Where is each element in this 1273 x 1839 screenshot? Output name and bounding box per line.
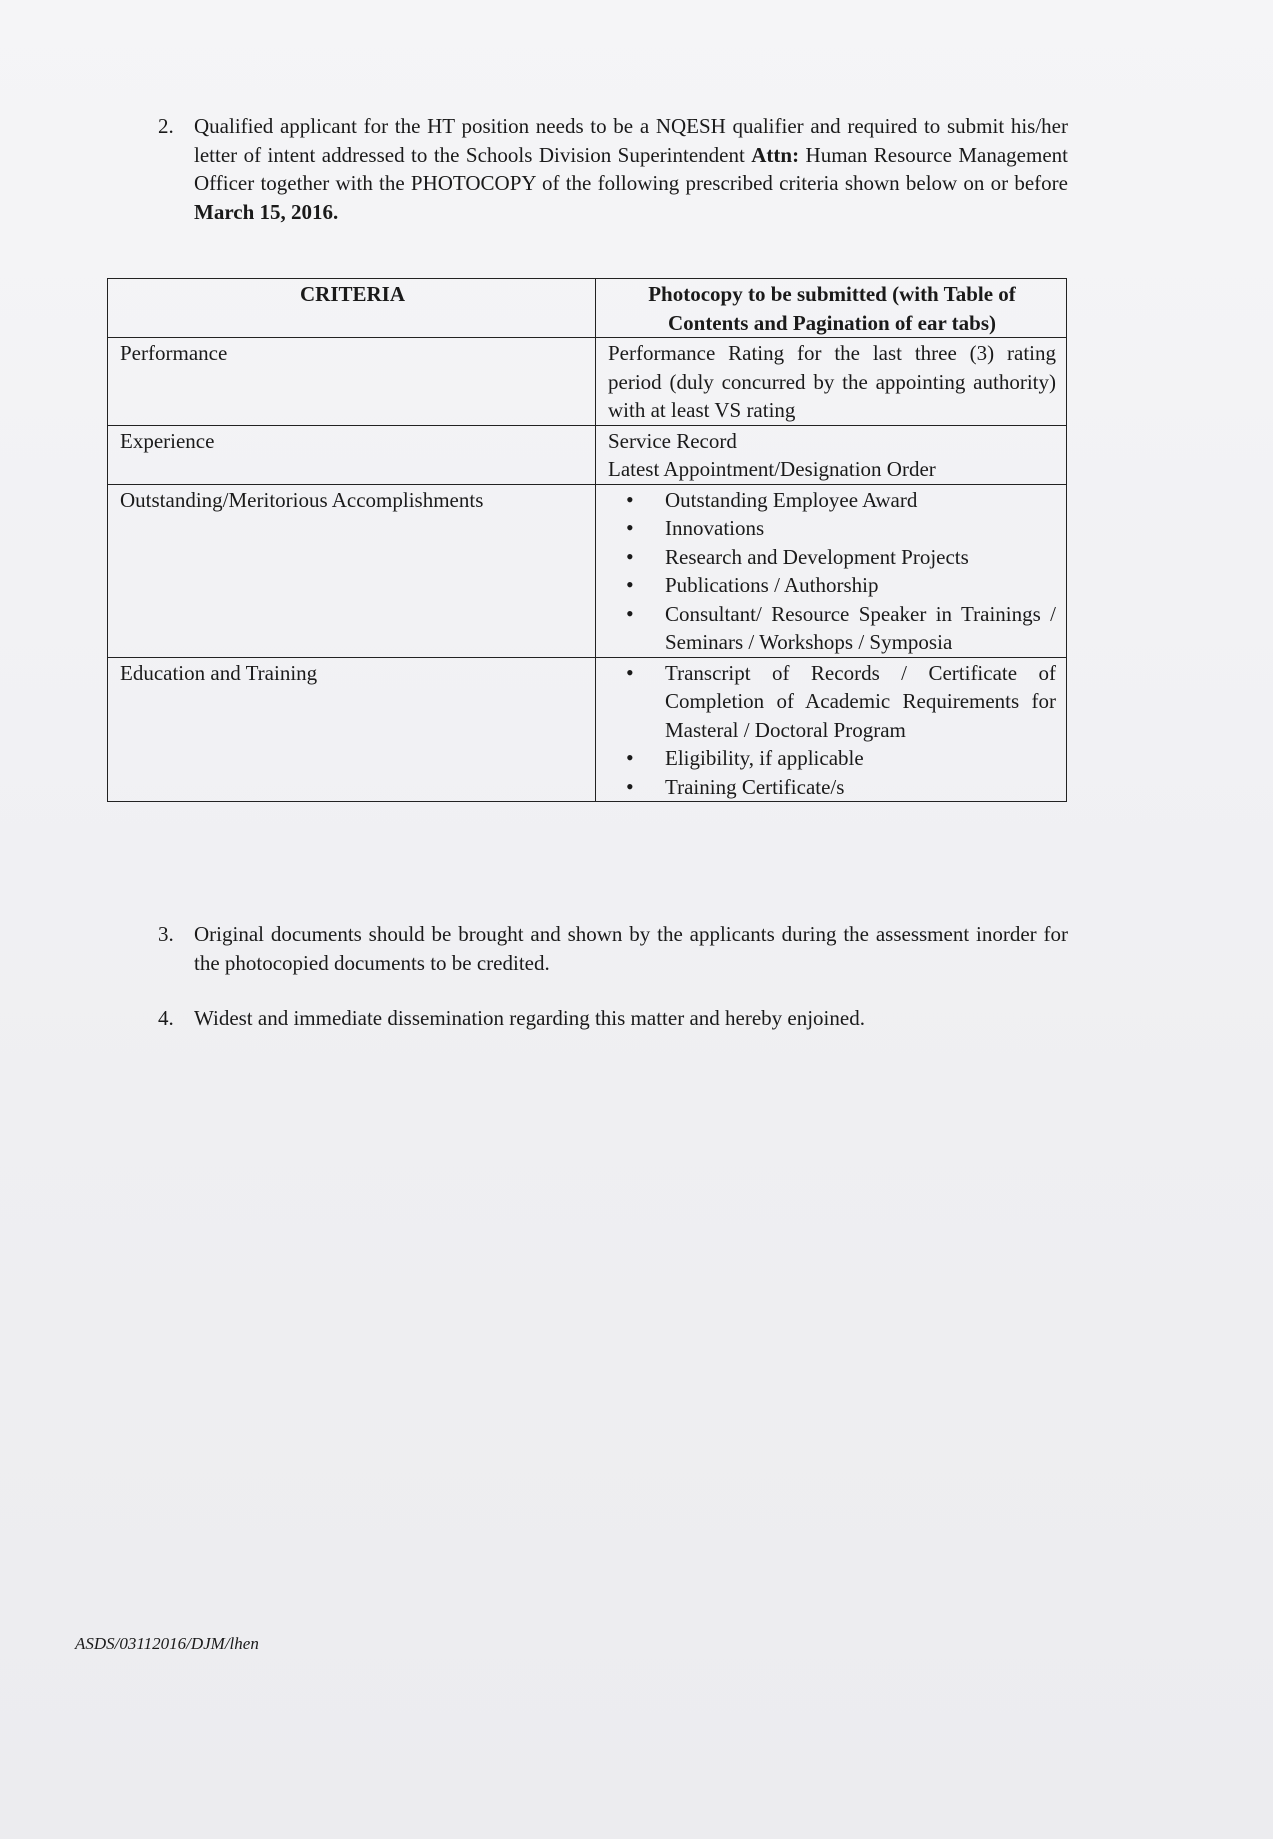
paragraph-2	[158, 112, 1068, 226]
criteria-cell: Outstanding/Meritorious Accomplishments	[108, 484, 596, 657]
list-item: • Innovations	[608, 514, 1056, 543]
requirement-list	[608, 486, 1056, 657]
paragraph-2-number: 2.	[158, 114, 174, 138]
paragraph-4-body: Widest and immediate dissemination regarding this matter and hereby enjoined.	[194, 1006, 865, 1030]
requirement-cell	[596, 657, 1067, 802]
paragraph-3-number: 3.	[158, 922, 174, 946]
criteria-cell: Education and Training	[108, 657, 596, 802]
table-row	[108, 338, 1067, 426]
requirement-list	[608, 659, 1056, 802]
list-item: • Training Certificate/s	[608, 773, 1056, 802]
header-criteria: CRITERIA	[108, 279, 596, 338]
table-header-row	[108, 279, 1067, 338]
reference-code: ASDS/03112016/DJM/lhen	[75, 1634, 259, 1653]
criteria-cell: Performance	[108, 338, 596, 426]
list-item: • Eligibility, if applicable	[608, 744, 1056, 773]
paragraph-3	[158, 920, 1068, 977]
table-row	[108, 425, 1067, 484]
list-item: • Research and Development Projects	[608, 543, 1056, 572]
list-item: • Outstanding Employee Award	[608, 486, 1056, 515]
paragraph-2-text-a: Qualified applicant for the HT position needs to be a NQESH qualifier and required to submit his/her letter of intent addressed to the Schools Division Superintendent	[194, 114, 1068, 167]
requirement-cell	[596, 484, 1067, 657]
paragraph-2-deadline: March 15, 2016.	[194, 199, 339, 224]
requirement-line: Service Record	[608, 428, 737, 453]
requirement-cell: Performance Rating for the last three (3) rating period (duly concurred by the appointing authority) with at least VS rating	[596, 338, 1067, 426]
paragraph-2-body	[194, 112, 1068, 226]
requirement-cell	[596, 425, 1067, 484]
list-item: • Consultant/ Resource Speaker in Trainings / Seminars / Workshops / Symposia	[608, 600, 1056, 657]
criteria-cell: Experience	[108, 425, 596, 484]
requirement-line: Latest Appointment/Designation Order	[608, 457, 936, 481]
table-row	[108, 657, 1067, 802]
list-item: • Publications / Authorship	[608, 571, 1056, 600]
paragraph-4	[158, 1004, 1068, 1033]
paragraph-2-text-b: Human Resource Management Officer together with the PHOTOCOPY of the following prescribed criteria shown below on or before	[194, 142, 1068, 195]
table-row	[108, 484, 1067, 657]
paragraph-2-attn: Attn:	[751, 142, 800, 167]
paragraph-3-body: Original documents should be brought and shown by the applicants during the assessment inorder for the photocopied documents to be credited.	[194, 922, 1068, 975]
list-item: • Transcript of Records / Certificate of Completion of Academic Requirements for Masteral / Doctoral Program	[608, 659, 1056, 745]
criteria-table	[107, 278, 1067, 802]
paragraph-4-number: 4.	[158, 1006, 174, 1030]
header-photocopy: Photocopy to be submitted (with Table of Contents and Pagination of ear tabs)	[596, 279, 1067, 338]
